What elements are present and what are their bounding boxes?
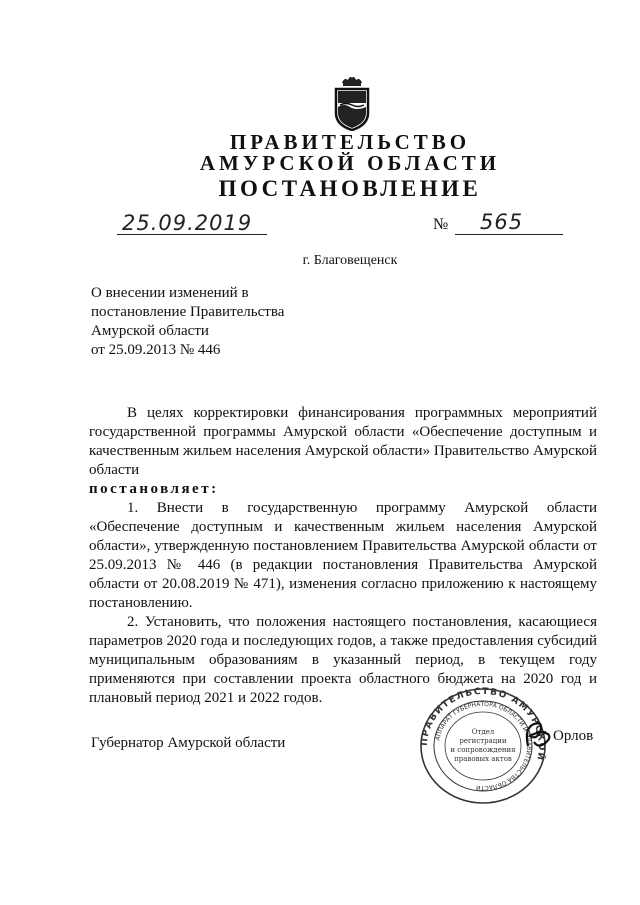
stamp-outer-text: ПРАВИТЕЛЬСТВО АМУРСКОЙ bbox=[419, 686, 547, 763]
body-text bbox=[89, 404, 597, 708]
document-date: 25.09.2019 bbox=[122, 211, 253, 235]
intro-paragraph: В целях корректировки финансирования программных мероприятий государственной программы Амурской области «Обеспечение доступным и качественным жильем населения Амурской области» Правительство Амурской области bbox=[89, 405, 597, 478]
stamp-center-line: правовых актов bbox=[454, 755, 512, 763]
handwritten-signature-icon bbox=[520, 718, 556, 752]
decree-word: постановляет: bbox=[89, 481, 219, 497]
government-name-line1: ПРАВИТЕЛЬСТВО bbox=[229, 130, 471, 154]
number-underline bbox=[455, 234, 563, 235]
signatory-name: Орлов bbox=[553, 728, 594, 744]
date-underline bbox=[117, 234, 267, 235]
document-number: 565 bbox=[480, 210, 524, 234]
subject-line: постановление Правительства bbox=[91, 304, 285, 320]
subject-block bbox=[91, 284, 284, 360]
number-label: № bbox=[433, 216, 449, 233]
item-1-paragraph: 1. Внести в государственную программу Амурской области «Обеспечение доступным и качественным жильем населения Амурской области», утвержденную постановлением Правительства Амурской области от 25.09.2013 № 446 (в редакции постановления Правительства Амурской области от 20.08.2019 № 471), изменения согласно приложению к настоящему постановлению. bbox=[89, 500, 597, 611]
subject-line: О внесении изменений в bbox=[91, 285, 249, 301]
subject-line: от 25.09.2013 № 446 bbox=[91, 342, 221, 358]
stamp-center-line: регистрации bbox=[459, 737, 507, 745]
document-type-title: ПОСТАНОВЛЕНИЕ bbox=[218, 176, 482, 201]
stamp-inner-text: АППАРАТ ГУБЕРНАТОРА ОБЛАСТИ И ПРАВИТЕЛЬСТВА ОБЛАСТИ bbox=[434, 700, 533, 792]
city-label: г. Благовещенск bbox=[302, 253, 398, 268]
signatory-position: Губернатор Амурской области bbox=[91, 735, 286, 751]
item-2-paragraph: 2. Установить, что положения настоящего постановления, касающиеся параметров 2020 года и последующих годов, а также предоставления субсидий муниципальным образованиям в указанный период, в текущем году применяются при составлении проекта областного бюджета на 2020 год и плановый период 2021 и 2022 годов. bbox=[89, 614, 597, 706]
coat-of-arms-icon bbox=[330, 73, 374, 131]
stamp-center-line: и сопровождения bbox=[450, 746, 516, 754]
subject-line: Амурской области bbox=[91, 323, 209, 339]
stamp-center-line: Отдел bbox=[471, 728, 495, 736]
government-name-line2: АМУРСКОЙ ОБЛАСТИ bbox=[199, 151, 501, 175]
